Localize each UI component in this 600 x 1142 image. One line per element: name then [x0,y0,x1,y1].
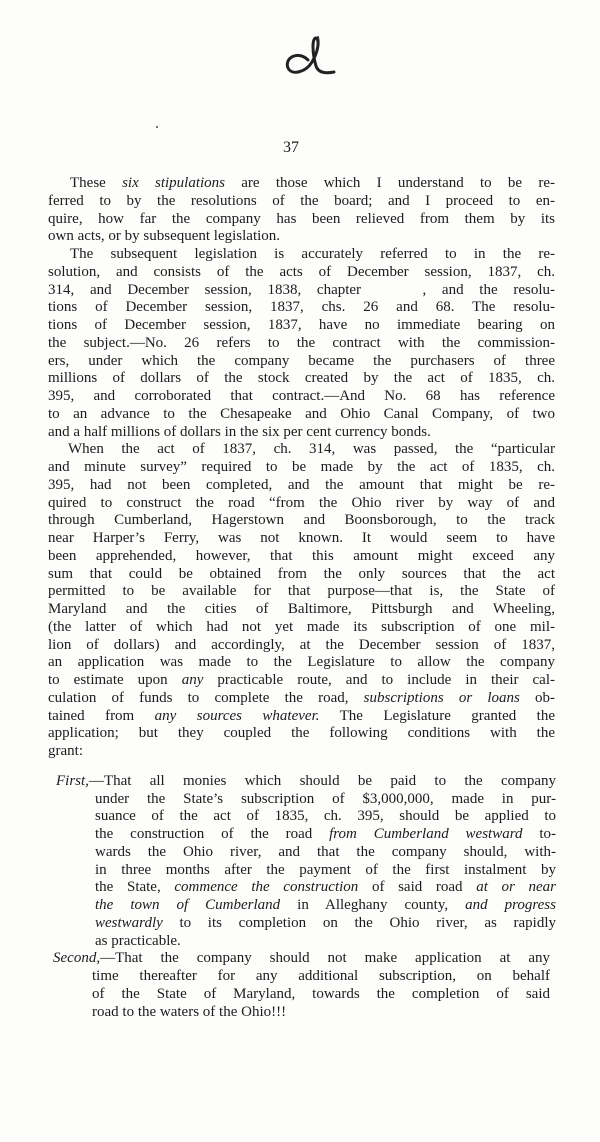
text-line [56,791,556,809]
text-line [48,654,555,672]
text-line [48,672,555,690]
text-line [48,175,555,193]
italic-text: from Cumberland westward [329,826,523,842]
text-segment: tained from [48,707,155,724]
text-segment: suance of the act of 1835, ch. 395, should be applied to [95,808,556,825]
text-segment: near Harper’s Ferry, was not known. It would seem to have [48,530,555,546]
text-segment: as practicable. [95,932,181,949]
text-segment: are those which I understand to be re- [225,175,555,191]
text-line [48,335,555,353]
paragraph [48,441,555,761]
italic-text: Second, [53,950,101,967]
paragraph [48,246,555,441]
text-segment: application; but they coupled the following conditions with the [48,725,555,742]
text-line [48,743,555,761]
text-line [53,950,550,968]
text-segment: —That all monies which should be paid to the company [88,772,556,789]
text-segment: 395, and corroborated that contract.—And No. 68 has reference [48,388,555,404]
text-line [56,844,556,862]
text-line [48,708,555,726]
text-segment: through Cumberland, Hagerstown and Boonsborough, to the track [48,512,555,529]
text-line [48,299,555,317]
text-line [48,388,555,406]
text-segment: ob- [519,689,555,706]
text-segment: permitted to be available for that purpose—that is, the State of [48,583,555,600]
text-line [56,879,556,897]
text-line [56,933,556,951]
text-segment: the State, [95,879,175,896]
text-line [48,406,555,424]
text-segment: When the act of 1837, ch. 314, was passed, the “particular [68,441,555,458]
italic-text: commence the construction [174,879,359,896]
condition-first [56,773,556,951]
text-line [48,637,555,655]
page-number: 37 [283,139,299,156]
text-line [48,495,555,513]
text-segment: quire, how far the company has been relieved from them by its [48,210,555,227]
text-segment: of the State of Maryland, towards the completion of said [92,985,550,1002]
text-segment: an application was made to the Legislature to allow the company [48,654,555,671]
text-segment: ers, under which the company became the purchasers of three [48,352,555,369]
text-segment: Maryland and the cities of Baltimore, Pittsburgh and Wheeling, [48,601,555,617]
text-segment: practicable route, and to include in their cal- [203,672,556,688]
text-segment: to an advance to the Chesapeake and Ohio Canal Company, of two [48,405,555,422]
text-segment: (the latter of which had not yet made its subscription of one mil- [48,618,555,635]
text-line [48,477,555,495]
italic-text: First, [56,772,89,789]
condition-second [53,950,550,1021]
text-segment: culation of funds to complete the road, [48,689,364,706]
text-line [48,211,555,229]
text-segment: and a half millions of dollars in the six per cent currency bonds. [48,423,431,440]
italic-text: any [181,672,204,688]
text-line [48,193,555,211]
text-segment: 314, and December session, 1838, chapter , and the resolu- [48,281,555,298]
text-segment: own acts, or by subsequent legislation. [48,228,281,245]
italic-text: subscriptions or loans [363,689,520,706]
text-line [48,246,555,264]
text-segment: The subsequent legislation is accurately referred to in the re- [70,246,555,262]
text-line [48,619,555,637]
text-segment: to- [522,826,557,842]
text-line [53,986,550,1004]
handwritten-mark [278,32,338,82]
text-line [56,862,556,880]
text-segment: grant: [48,743,83,759]
text-segment: millions of dollars of the stock created by the act of 1835, ch. [48,370,555,387]
text-segment: the construction of the road [95,826,330,842]
text-segment: The Legislature granted the [319,707,556,724]
italic-text: at or near [476,879,556,896]
text-line [48,601,555,619]
text-segment: ferred to by the resolutions of the board; and I proceed to en- [48,192,555,209]
text-line [53,1004,550,1022]
text-segment: sum that could be obtained from the only sources that the act [48,565,555,582]
text-line [48,282,555,300]
paragraph [48,175,555,246]
text-line [48,459,555,477]
text-line [56,808,556,826]
text-segment: wards the Ohio river, and that the company should, with- [95,843,556,860]
text-segment: tions of December session, 1837, have no immediate bearing on [48,317,555,333]
text-line [48,690,555,708]
text-line [56,773,556,791]
text-line [48,441,555,459]
text-segment: the subject.—No. 26 refers to the contract with the commission- [48,334,555,351]
text-line [48,264,555,282]
text-segment: in Alleghany county, [280,897,466,913]
text-segment: road to the waters of the Ohio!!! [92,1003,287,1020]
text-segment: to its completion on the Ohio river, as rapidly [162,914,556,931]
text-line [48,370,555,388]
text-line [48,317,555,335]
text-segment: lion of dollars) and accordingly, at the December session of 1837, [48,636,555,653]
text-line [48,353,555,371]
text-line [48,530,555,548]
text-line [53,968,550,986]
page-body [48,175,555,1021]
text-segment: been apprehended, however, that this amount might exceed any [48,547,555,564]
text-line [48,725,555,743]
text-line [48,424,555,442]
text-line [48,548,555,566]
italic-text: six stipulations [122,175,226,191]
text-segment: quired to construct the road “from the Ohio river by way of and [48,494,555,511]
text-line [56,826,556,844]
text-segment: —That the company should not make application at any [100,950,550,967]
text-segment: and minute survey” required to be made by the act of 1835, ch. [48,459,555,475]
speck [156,126,158,128]
italic-text: the town of Cumberland [95,897,281,913]
italic-text: and progress [465,897,556,913]
italic-text: westwardly [95,914,163,931]
text-line [56,915,556,933]
text-segment: under the State’s subscription of $3,000,000, made in pur- [95,790,556,807]
text-segment: solution, and consists of the acts of December session, 1837, ch. [48,263,555,280]
text-line [56,897,556,915]
text-segment: to estimate upon [48,672,182,688]
text-line [48,566,555,584]
text-segment: in three months after the payment of the first instalment by [95,861,556,878]
italic-text: any sources whatever. [154,707,320,724]
text-line [48,583,555,601]
text-line [48,512,555,530]
text-segment: of said road [358,879,477,896]
text-segment: These [70,175,123,191]
text-segment: tions of December session, 1837, chs. 26 and 68. The resolu- [48,299,555,316]
text-segment: 395, had not been completed, and the amount that might be re- [48,476,555,493]
text-segment: time thereafter for any additional subscription, on behalf [92,968,550,984]
text-line [48,228,555,246]
